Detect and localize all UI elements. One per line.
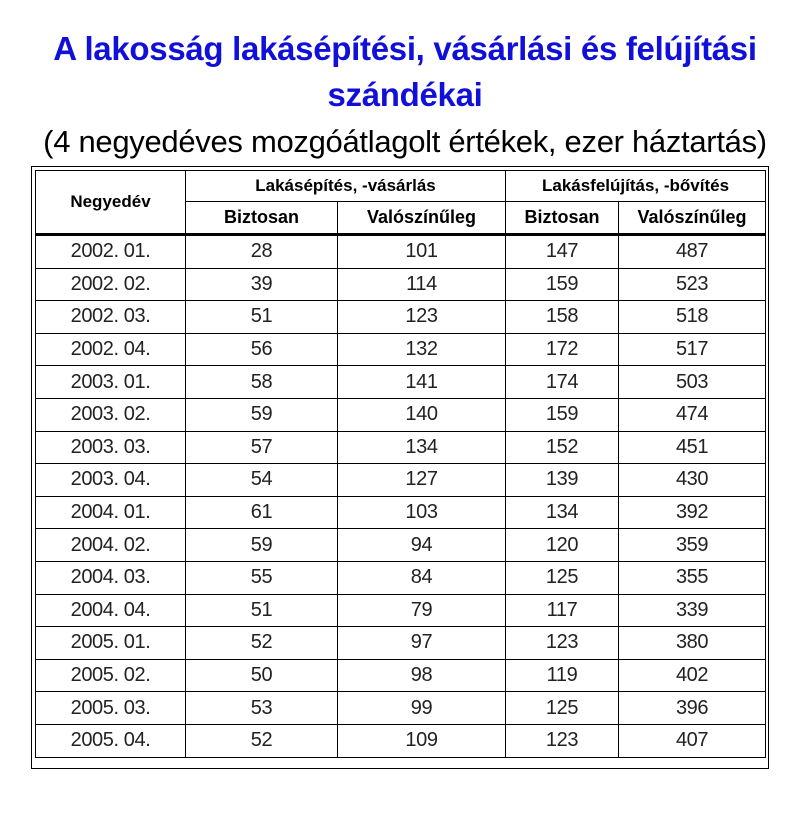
table-row — [36, 692, 766, 725]
column-header: Biztosan — [506, 202, 619, 235]
value-cell: 503 — [619, 366, 766, 399]
value-cell: 50 — [186, 659, 338, 692]
value-cell: 518 — [619, 301, 766, 334]
value-cell: 127 — [338, 464, 506, 497]
value-cell: 407 — [619, 724, 766, 757]
value-cell: 119 — [506, 659, 619, 692]
value-cell: 97 — [338, 627, 506, 660]
quarter-cell: 2005. 03. — [36, 692, 186, 725]
value-cell: 355 — [619, 561, 766, 594]
value-cell: 51 — [186, 594, 338, 627]
value-cell: 123 — [506, 627, 619, 660]
quarter-cell: 2005. 01. — [36, 627, 186, 660]
subtitle: (4 negyedéves mozgóátlagolt értékek, ezer háztartás) — [43, 124, 767, 159]
value-cell: 147 — [506, 235, 619, 269]
value-cell: 57 — [186, 431, 338, 464]
value-cell: 339 — [619, 594, 766, 627]
table-row — [36, 659, 766, 692]
value-cell: 114 — [338, 268, 506, 301]
value-cell: 396 — [619, 692, 766, 725]
quarter-cell: 2002. 03. — [36, 301, 186, 334]
value-cell: 59 — [186, 398, 338, 431]
row-header-cell: Negyedév — [36, 171, 186, 235]
quarter-cell: 2004. 03. — [36, 561, 186, 594]
table-row — [36, 627, 766, 660]
value-cell: 359 — [619, 529, 766, 562]
quarter-cell: 2004. 01. — [36, 496, 186, 529]
value-cell: 84 — [338, 561, 506, 594]
value-cell: 392 — [619, 496, 766, 529]
value-cell: 59 — [186, 529, 338, 562]
value-cell: 152 — [506, 431, 619, 464]
table-row — [36, 464, 766, 497]
column-header: Valószínűleg — [619, 202, 766, 235]
table-row — [36, 431, 766, 464]
value-cell: 141 — [338, 366, 506, 399]
value-cell: 54 — [186, 464, 338, 497]
value-cell: 52 — [186, 724, 338, 757]
value-cell: 125 — [506, 561, 619, 594]
value-cell: 55 — [186, 561, 338, 594]
value-cell: 94 — [338, 529, 506, 562]
value-cell: 140 — [338, 398, 506, 431]
table-row — [36, 268, 766, 301]
table-row — [36, 366, 766, 399]
value-cell: 109 — [338, 724, 506, 757]
value-cell: 517 — [619, 333, 766, 366]
group-header-renovation: Lakásfelújítás, -bővítés — [506, 171, 766, 202]
column-header: Biztosan — [186, 202, 338, 235]
value-cell: 380 — [619, 627, 766, 660]
table-row — [36, 561, 766, 594]
value-cell: 139 — [506, 464, 619, 497]
table-row — [36, 301, 766, 334]
quarter-cell: 2005. 02. — [36, 659, 186, 692]
header-row-groups — [36, 171, 766, 202]
value-cell: 120 — [506, 529, 619, 562]
value-cell: 134 — [338, 431, 506, 464]
table-row — [36, 398, 766, 431]
value-cell: 123 — [338, 301, 506, 334]
value-cell: 451 — [619, 431, 766, 464]
table-row — [36, 594, 766, 627]
group-header-construction: Lakásépítés, -vásárlás — [186, 171, 506, 202]
value-cell: 158 — [506, 301, 619, 334]
value-cell: 430 — [619, 464, 766, 497]
quarter-cell: 2004. 04. — [36, 594, 186, 627]
value-cell: 101 — [338, 235, 506, 269]
value-cell: 28 — [186, 235, 338, 269]
quarter-cell: 2003. 01. — [36, 366, 186, 399]
value-cell: 523 — [619, 268, 766, 301]
column-header: Valószínűleg — [338, 202, 506, 235]
value-cell: 474 — [619, 398, 766, 431]
value-cell: 98 — [338, 659, 506, 692]
table-row — [36, 724, 766, 757]
value-cell: 117 — [506, 594, 619, 627]
value-cell: 174 — [506, 366, 619, 399]
value-cell: 402 — [619, 659, 766, 692]
quarter-cell: 2003. 03. — [36, 431, 186, 464]
title-line-2: szándékai — [327, 76, 483, 113]
value-cell: 52 — [186, 627, 338, 660]
value-cell: 61 — [186, 496, 338, 529]
value-cell: 39 — [186, 268, 338, 301]
table-row — [36, 333, 766, 366]
quarter-cell: 2002. 01. — [36, 235, 186, 269]
value-cell: 487 — [619, 235, 766, 269]
value-cell: 51 — [186, 301, 338, 334]
value-cell: 132 — [338, 333, 506, 366]
quarter-cell: 2003. 04. — [36, 464, 186, 497]
quarter-cell: 2002. 04. — [36, 333, 186, 366]
data-table — [35, 170, 766, 758]
page-title — [0, 26, 810, 118]
table-row — [36, 529, 766, 562]
table-row — [36, 235, 766, 269]
quarter-cell: 2003. 02. — [36, 398, 186, 431]
value-cell: 125 — [506, 692, 619, 725]
quarter-cell: 2002. 02. — [36, 268, 186, 301]
value-cell: 79 — [338, 594, 506, 627]
value-cell: 103 — [338, 496, 506, 529]
value-cell: 99 — [338, 692, 506, 725]
value-cell: 172 — [506, 333, 619, 366]
quarter-cell: 2005. 04. — [36, 724, 186, 757]
table-row — [36, 496, 766, 529]
table-body — [36, 235, 766, 758]
value-cell: 53 — [186, 692, 338, 725]
value-cell: 159 — [506, 398, 619, 431]
value-cell: 134 — [506, 496, 619, 529]
title-line-1: A lakosság lakásépítési, vásárlási és felújítási — [53, 30, 757, 67]
quarter-cell: 2004. 02. — [36, 529, 186, 562]
value-cell: 123 — [506, 724, 619, 757]
value-cell: 58 — [186, 366, 338, 399]
value-cell: 56 — [186, 333, 338, 366]
value-cell: 159 — [506, 268, 619, 301]
